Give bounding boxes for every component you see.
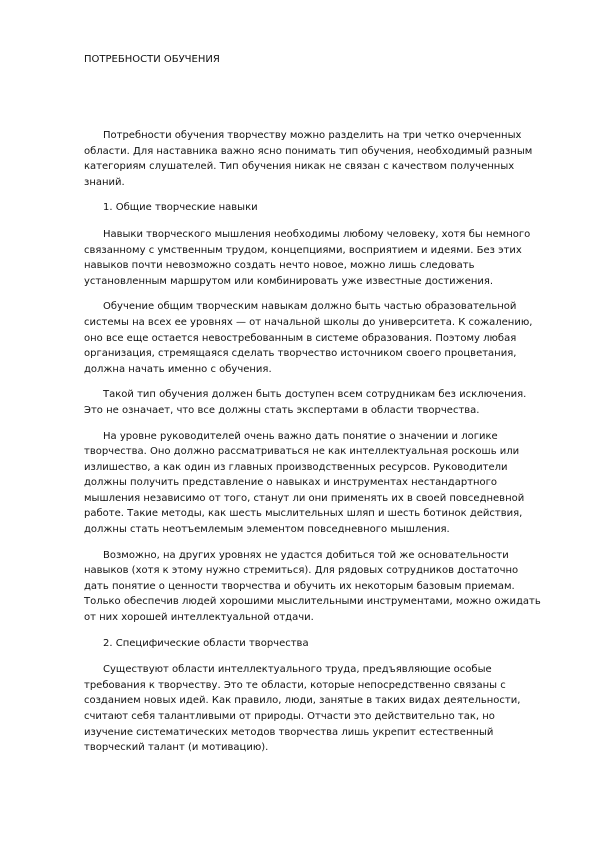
section-heading-general-skills: 1. Общие творческие навыки — [103, 202, 258, 214]
paragraph: Навыки творческого мышления необходимы любому человеку, хотя бы немного связанному с умственным трудом, концепциями, восприятием и идеями. Без этих навыков почти невозможно создать нечто новое, можно лишь следовать установленным маршрутом или комбинировать уже известные достижения. — [84, 228, 531, 287]
document-body — [84, 128, 544, 766]
paragraph: На уровне руководителей очень важно дать понятие о значении и логике творчества. Оно должно рассматриваться не как интеллектуальная роскошь или излишество, а как один из главных производственных ресурсов. Руководители должны получить представление о навыках и инструментах нестандартного мышления независимо от того, станут ли они применять их в своей повседневной работе. Такие методы, как шесть мыслительных шляп и шесть ботинок действия, должны стать неотъемлемым элементом повседневного мышления. — [84, 430, 525, 536]
paragraph: Возможно, на других уровнях не удастся добиться той же основательности навыков (хотя к этому нужно стремиться). Для рядовых сотрудников достаточно дать понятие о ценности творчества и обучить их некоторым базовым приемам. Только обеспечив людей хорошими мыслительными инструментами, можно ожидать от них хорошей интеллектуальной отдачи. — [84, 549, 541, 624]
paragraph: Обучение общим творческим навыкам должно быть частью образовательной системы на всех ее уровнях — от начальной школы до университета. К сожалению, оно все еще остается невостребованным в системе образования. Поэтому любая организация, стремящаяся сделать творчество источником своего процветания, должна начать именно с обучения. — [84, 301, 533, 375]
page-title: ПОТРЕБНОСТИ ОБУЧЕНИЯ — [84, 54, 220, 65]
paragraph: Существуют области интеллектуального труда, предъявляющие особые требования к творчеству. Это те области, которые непосредственно связаны с созданием новых идей. Как правило, люди, занятые в таких видах деятельности, считают себя талантливыми от природы. Отчасти это действительно так, но изучение систематических методов творчества лишь укрепит естественный творческий талант (и мотивацию). — [84, 664, 521, 754]
paragraph-intro: Потребности обучения творчеству можно разделить на три четко очерченных области. Для наставника важно ясно понимать тип обучения, необходимый разным категориям слушателей. Тип обучения никак не связан с качеством полученных знаний. — [84, 130, 533, 188]
paragraph: Такой тип обучения должен быть доступен всем сотрудникам без исключения. Это не означает, что все должны стать экспертами в области творчества. — [84, 389, 527, 416]
section-heading-specific-areas: 2. Специфические области творчества — [103, 637, 309, 649]
